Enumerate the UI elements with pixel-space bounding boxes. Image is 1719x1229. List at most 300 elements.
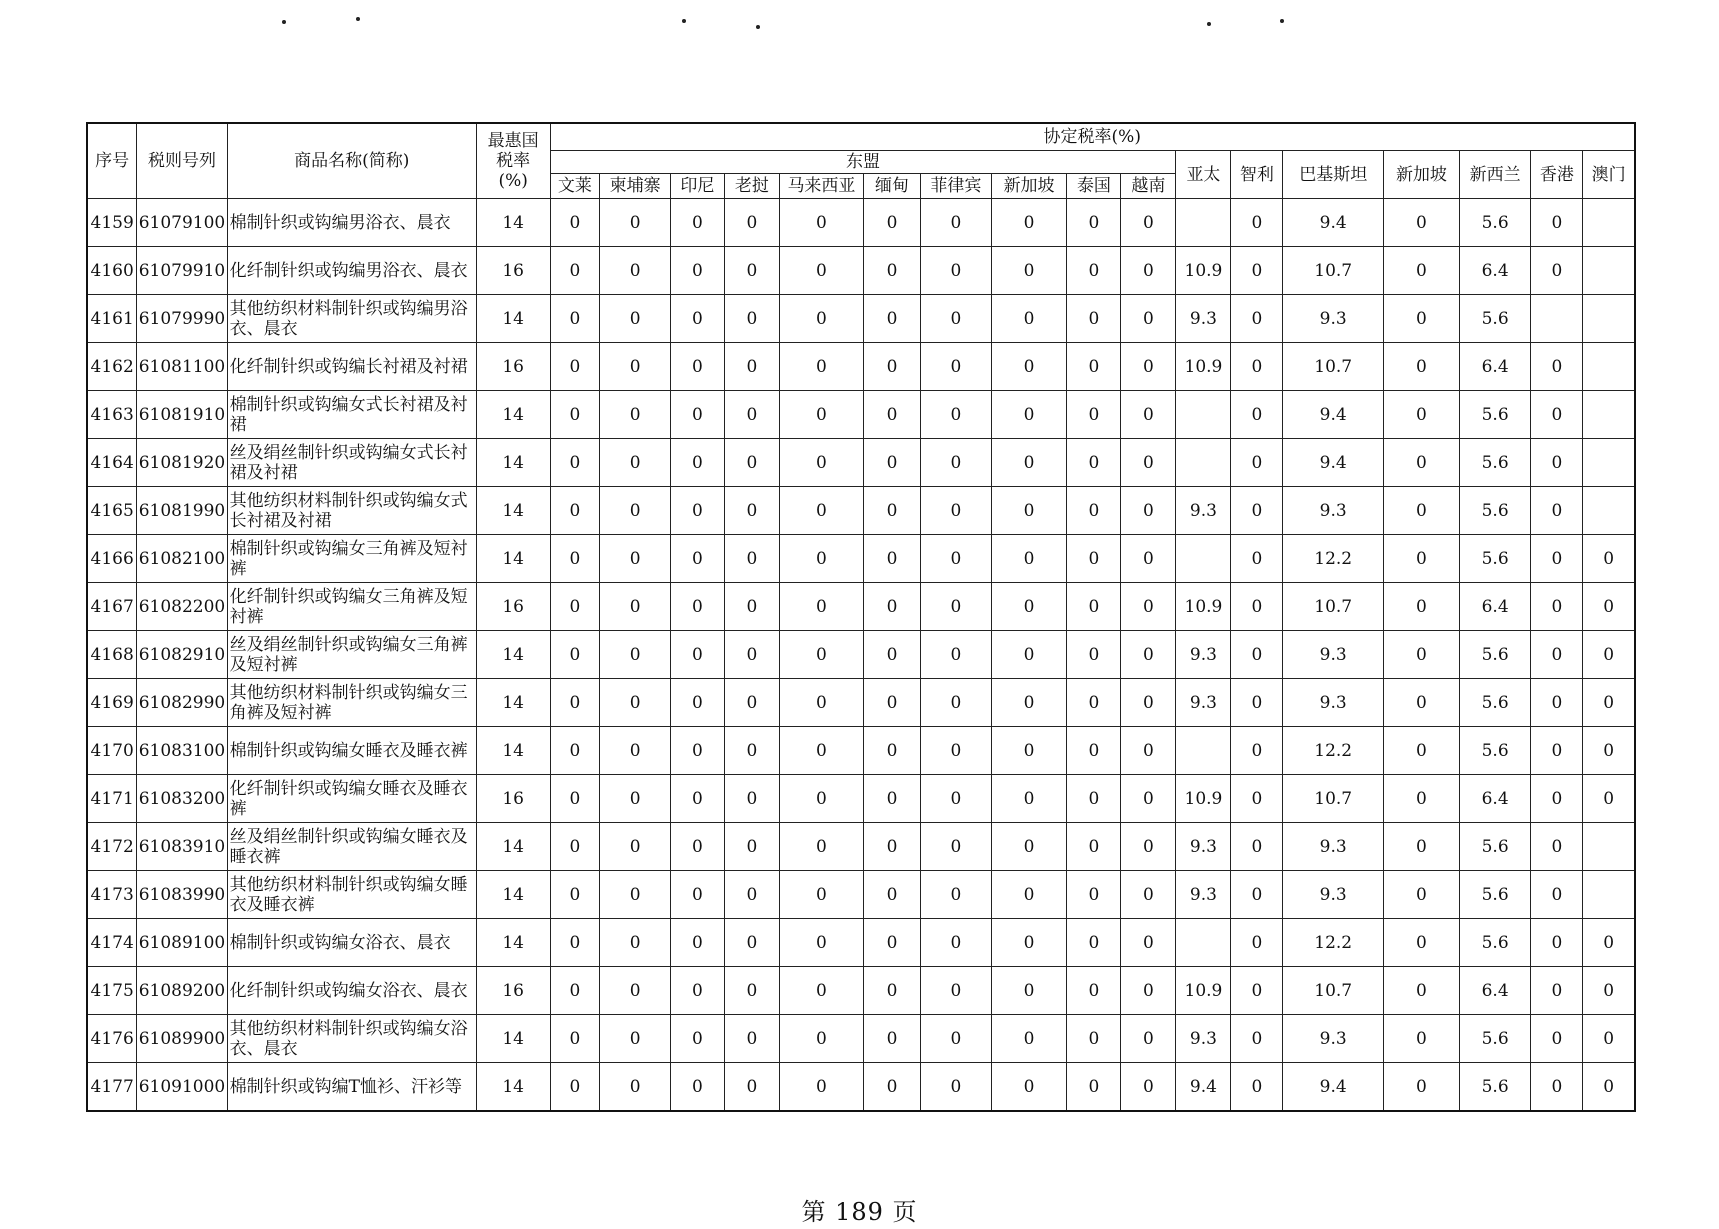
cell-other-rate: 0 (1531, 679, 1583, 727)
cell-other-rate: 0 (1231, 439, 1283, 487)
cell-asean-rate: 0 (779, 631, 863, 679)
cell-asean-rate: 0 (550, 487, 600, 535)
table-row (87, 1063, 1635, 1112)
cell-asean-rate: 0 (550, 631, 600, 679)
cell-name: 化纤制针织或钩编女浴衣、晨衣 (227, 967, 476, 1015)
cell-asean-rate: 0 (670, 631, 724, 679)
cell-asean-rate: 0 (600, 439, 671, 487)
cell-mfn-rate: 14 (476, 391, 550, 439)
cell-asean-rate: 0 (724, 871, 779, 919)
cell-code: 61079990 (137, 295, 227, 343)
cell-asean-rate: 0 (724, 823, 779, 871)
cell-asean-rate: 0 (1067, 1015, 1121, 1063)
scan-specks (0, 0, 1719, 40)
cell-asean-rate: 0 (724, 727, 779, 775)
cell-other-rate: 9.3 (1176, 487, 1231, 535)
cell-asean-rate: 0 (779, 919, 863, 967)
cell-other-rate (1583, 391, 1635, 439)
cell-mfn-rate: 16 (476, 775, 550, 823)
cell-asean-rate: 0 (779, 823, 863, 871)
cell-asean-rate: 0 (724, 439, 779, 487)
table-row (87, 343, 1635, 391)
table-row (87, 775, 1635, 823)
cell-mfn-rate: 14 (476, 727, 550, 775)
cell-other-rate: 0 (1231, 631, 1283, 679)
cell-asean-rate: 0 (991, 391, 1067, 439)
cell-asean-rate: 0 (921, 535, 992, 583)
cell-other-rate: 0 (1384, 823, 1460, 871)
cell-other-rate: 6.4 (1459, 775, 1531, 823)
cell-other-rate: 0 (1583, 583, 1635, 631)
cell-asean-rate: 0 (670, 967, 724, 1015)
cell-asean-rate: 0 (1067, 775, 1121, 823)
table-row (87, 391, 1635, 439)
cell-asean-rate: 0 (550, 871, 600, 919)
cell-seq: 4172 (87, 823, 137, 871)
cell-seq: 4163 (87, 391, 137, 439)
cell-other-rate: 0 (1384, 1015, 1460, 1063)
cell-other-rate (1176, 199, 1231, 247)
cell-mfn-rate: 14 (476, 1063, 550, 1112)
cell-name: 化纤制针织或钩编男浴衣、晨衣 (227, 247, 476, 295)
cell-asean-rate: 0 (863, 1015, 920, 1063)
cell-other-rate: 0 (1531, 1063, 1583, 1112)
cell-other-rate: 0 (1231, 775, 1283, 823)
cell-other-rate: 5.6 (1459, 535, 1531, 583)
cell-code: 61083200 (137, 775, 227, 823)
cell-asean-rate: 0 (1067, 583, 1121, 631)
cell-other-rate: 5.6 (1459, 487, 1531, 535)
cell-mfn-rate: 16 (476, 247, 550, 295)
cell-name: 化纤制针织或钩编长衬裙及衬裙 (227, 343, 476, 391)
cell-asean-rate: 0 (724, 775, 779, 823)
cell-other-rate: 0 (1231, 727, 1283, 775)
cell-other-rate: 0 (1231, 343, 1283, 391)
cell-asean-rate: 0 (1121, 391, 1176, 439)
cell-other-rate: 6.4 (1459, 967, 1531, 1015)
cell-other-rate: 9.3 (1176, 1015, 1231, 1063)
scan-speck (356, 17, 360, 21)
cell-other-rate: 12.2 (1283, 727, 1384, 775)
table-row (87, 967, 1635, 1015)
cell-name: 其他纺织材料制针织或钩编男浴衣、晨衣 (227, 295, 476, 343)
cell-asean-rate: 0 (779, 1063, 863, 1112)
cell-other-rate: 0 (1531, 583, 1583, 631)
cell-other-rate: 5.6 (1459, 295, 1531, 343)
cell-asean-rate: 0 (550, 535, 600, 583)
cell-other-rate: 5.6 (1459, 1015, 1531, 1063)
cell-asean-rate: 0 (1067, 199, 1121, 247)
cell-asean-rate: 0 (600, 535, 671, 583)
cell-asean-rate: 0 (863, 343, 920, 391)
cell-asean-rate: 0 (991, 1063, 1067, 1112)
header-other: 新西兰 (1459, 151, 1531, 199)
cell-name: 棉制针织或钩编女三角裤及短衬裤 (227, 535, 476, 583)
cell-other-rate: 5.6 (1459, 199, 1531, 247)
cell-seq: 4165 (87, 487, 137, 535)
cell-asean-rate: 0 (991, 199, 1067, 247)
cell-asean-rate: 0 (550, 583, 600, 631)
header-mfn (476, 123, 550, 199)
cell-asean-rate: 0 (921, 1063, 992, 1112)
cell-other-rate: 0 (1231, 487, 1283, 535)
header-mfn-line3: (%) (498, 171, 528, 191)
cell-asean-rate: 0 (779, 295, 863, 343)
header-other: 澳门 (1583, 151, 1635, 199)
cell-code: 61083990 (137, 871, 227, 919)
cell-asean-rate: 0 (600, 487, 671, 535)
cell-asean-rate: 0 (724, 487, 779, 535)
cell-code: 61089900 (137, 1015, 227, 1063)
cell-asean-rate: 0 (1121, 343, 1176, 391)
cell-other-rate: 0 (1384, 1063, 1460, 1112)
cell-other-rate: 9.3 (1283, 679, 1384, 727)
cell-asean-rate: 0 (550, 919, 600, 967)
cell-asean-rate: 0 (670, 535, 724, 583)
cell-other-rate: 9.3 (1176, 871, 1231, 919)
cell-asean-rate: 0 (1067, 247, 1121, 295)
cell-asean-rate: 0 (863, 679, 920, 727)
cell-asean-rate: 0 (1121, 919, 1176, 967)
cell-other-rate: 0 (1531, 487, 1583, 535)
cell-other-rate: 5.6 (1459, 919, 1531, 967)
cell-asean-rate: 0 (1121, 871, 1176, 919)
header-asean-member: 菲律宾 (921, 174, 992, 199)
cell-asean-rate: 0 (779, 583, 863, 631)
cell-asean-rate: 0 (1121, 823, 1176, 871)
cell-asean-rate: 0 (921, 247, 992, 295)
cell-other-rate: 10.7 (1283, 967, 1384, 1015)
cell-mfn-rate: 14 (476, 535, 550, 583)
header-mfn-line2: 税率 (496, 151, 531, 171)
cell-seq: 4159 (87, 199, 137, 247)
cell-asean-rate: 0 (724, 535, 779, 583)
cell-asean-rate: 0 (550, 295, 600, 343)
cell-asean-rate: 0 (1067, 967, 1121, 1015)
cell-code: 61082200 (137, 583, 227, 631)
cell-other-rate: 0 (1231, 871, 1283, 919)
cell-other-rate: 5.6 (1459, 631, 1531, 679)
cell-name: 化纤制针织或钩编女睡衣及睡衣裤 (227, 775, 476, 823)
cell-other-rate: 0 (1384, 679, 1460, 727)
cell-asean-rate: 0 (991, 631, 1067, 679)
cell-other-rate: 5.6 (1459, 727, 1531, 775)
cell-asean-rate: 0 (991, 439, 1067, 487)
cell-asean-rate: 0 (1121, 199, 1176, 247)
header-other: 新加坡 (1384, 151, 1460, 199)
cell-name: 化纤制针织或钩编女三角裤及短衬裤 (227, 583, 476, 631)
cell-asean-rate: 0 (1121, 295, 1176, 343)
cell-other-rate: 0 (1231, 823, 1283, 871)
header-asean-member: 泰国 (1067, 174, 1121, 199)
cell-seq: 4174 (87, 919, 137, 967)
cell-name: 其他纺织材料制针织或钩编女式长衬裙及衬裙 (227, 487, 476, 535)
cell-asean-rate: 0 (991, 1015, 1067, 1063)
cell-code: 61081910 (137, 391, 227, 439)
cell-name: 丝及绢丝制针织或钩编女三角裤及短衬裤 (227, 631, 476, 679)
cell-asean-rate: 0 (863, 631, 920, 679)
cell-asean-rate: 0 (863, 199, 920, 247)
cell-other-rate: 0 (1384, 391, 1460, 439)
cell-other-rate: 0 (1384, 199, 1460, 247)
cell-asean-rate: 0 (670, 1015, 724, 1063)
cell-other-rate: 0 (1531, 1015, 1583, 1063)
cell-asean-rate: 0 (863, 967, 920, 1015)
cell-asean-rate: 0 (1121, 439, 1176, 487)
cell-asean-rate: 0 (724, 295, 779, 343)
cell-name: 棉制针织或钩编女浴衣、晨衣 (227, 919, 476, 967)
cell-other-rate: 0 (1231, 1063, 1283, 1112)
cell-asean-rate: 0 (600, 775, 671, 823)
cell-asean-rate: 0 (670, 247, 724, 295)
cell-asean-rate: 0 (991, 343, 1067, 391)
cell-asean-rate: 0 (1121, 487, 1176, 535)
header-asean-member: 越南 (1121, 174, 1176, 199)
cell-asean-rate: 0 (779, 727, 863, 775)
cell-seq: 4162 (87, 343, 137, 391)
header-asean-member: 印尼 (670, 174, 724, 199)
cell-other-rate: 0 (1583, 919, 1635, 967)
cell-asean-rate: 0 (921, 967, 992, 1015)
table-body (87, 199, 1635, 1112)
cell-asean-rate: 0 (724, 583, 779, 631)
cell-seq: 4166 (87, 535, 137, 583)
cell-asean-rate: 0 (779, 535, 863, 583)
cell-asean-rate: 0 (1121, 535, 1176, 583)
cell-seq: 4161 (87, 295, 137, 343)
cell-code: 61082990 (137, 679, 227, 727)
header-other: 智利 (1231, 151, 1283, 199)
cell-asean-rate: 0 (670, 199, 724, 247)
cell-mfn-rate: 14 (476, 919, 550, 967)
cell-asean-rate: 0 (724, 1063, 779, 1112)
cell-other-rate: 5.6 (1459, 439, 1531, 487)
cell-asean-rate: 0 (1121, 1015, 1176, 1063)
cell-mfn-rate: 16 (476, 583, 550, 631)
cell-asean-rate: 0 (1067, 487, 1121, 535)
cell-asean-rate: 0 (1121, 247, 1176, 295)
cell-asean-rate: 0 (670, 295, 724, 343)
cell-asean-rate: 0 (921, 919, 992, 967)
cell-code: 61081100 (137, 343, 227, 391)
cell-other-rate: 0 (1231, 967, 1283, 1015)
cell-other-rate: 9.3 (1176, 823, 1231, 871)
cell-asean-rate: 0 (779, 199, 863, 247)
cell-asean-rate: 0 (1067, 343, 1121, 391)
cell-asean-rate: 0 (1121, 1063, 1176, 1112)
cell-other-rate: 0 (1583, 967, 1635, 1015)
cell-name: 丝及绢丝制针织或钩编女睡衣及睡衣裤 (227, 823, 476, 871)
cell-other-rate: 6.4 (1459, 583, 1531, 631)
cell-asean-rate: 0 (1067, 535, 1121, 583)
cell-mfn-rate: 14 (476, 871, 550, 919)
table-row (87, 487, 1635, 535)
cell-other-rate: 10.7 (1283, 775, 1384, 823)
cell-asean-rate: 0 (600, 583, 671, 631)
cell-asean-rate: 0 (779, 679, 863, 727)
cell-other-rate: 0 (1384, 247, 1460, 295)
cell-other-rate: 0 (1384, 439, 1460, 487)
cell-asean-rate: 0 (863, 391, 920, 439)
cell-asean-rate: 0 (600, 343, 671, 391)
cell-mfn-rate: 14 (476, 295, 550, 343)
cell-mfn-rate: 14 (476, 439, 550, 487)
scan-speck (1207, 22, 1211, 26)
cell-asean-rate: 0 (779, 247, 863, 295)
cell-asean-rate: 0 (670, 727, 724, 775)
cell-name: 丝及绢丝制针织或钩编女式长衬裙及衬裙 (227, 439, 476, 487)
cell-asean-rate: 0 (1067, 295, 1121, 343)
scan-speck (282, 20, 286, 24)
table-row (87, 583, 1635, 631)
cell-asean-rate: 0 (724, 343, 779, 391)
cell-other-rate (1176, 391, 1231, 439)
cell-mfn-rate: 14 (476, 631, 550, 679)
cell-other-rate: 0 (1531, 343, 1583, 391)
cell-other-rate: 5.6 (1459, 823, 1531, 871)
cell-other-rate (1176, 535, 1231, 583)
cell-other-rate: 0 (1531, 247, 1583, 295)
cell-other-rate: 9.4 (1283, 199, 1384, 247)
cell-asean-rate: 0 (670, 871, 724, 919)
cell-other-rate: 10.9 (1176, 967, 1231, 1015)
cell-code: 61083910 (137, 823, 227, 871)
table-header (87, 123, 1635, 199)
cell-asean-rate: 0 (670, 775, 724, 823)
scan-speck (756, 25, 760, 29)
cell-name: 其他纺织材料制针织或钩编女三角裤及短衬裤 (227, 679, 476, 727)
cell-asean-rate: 0 (921, 679, 992, 727)
cell-other-rate: 0 (1531, 823, 1583, 871)
cell-other-rate (1531, 295, 1583, 343)
cell-asean-rate: 0 (921, 775, 992, 823)
cell-asean-rate: 0 (1121, 775, 1176, 823)
cell-asean-rate: 0 (921, 631, 992, 679)
cell-asean-rate: 0 (991, 823, 1067, 871)
cell-asean-rate: 0 (724, 247, 779, 295)
cell-other-rate: 9.3 (1176, 679, 1231, 727)
table-row (87, 871, 1635, 919)
header-asean-member: 新加坡 (991, 174, 1067, 199)
cell-asean-rate: 0 (670, 343, 724, 391)
cell-other-rate: 0 (1583, 679, 1635, 727)
cell-asean-rate: 0 (1067, 919, 1121, 967)
cell-other-rate: 12.2 (1283, 535, 1384, 583)
cell-seq: 4164 (87, 439, 137, 487)
cell-asean-rate: 0 (670, 439, 724, 487)
cell-asean-rate: 0 (1121, 727, 1176, 775)
cell-other-rate: 0 (1384, 535, 1460, 583)
cell-asean-rate: 0 (1121, 679, 1176, 727)
cell-seq: 4168 (87, 631, 137, 679)
cell-other-rate (1583, 823, 1635, 871)
cell-other-rate: 0 (1384, 775, 1460, 823)
cell-asean-rate: 0 (921, 439, 992, 487)
cell-asean-rate: 0 (670, 1063, 724, 1112)
cell-asean-rate: 0 (779, 775, 863, 823)
cell-asean-rate: 0 (991, 679, 1067, 727)
cell-asean-rate: 0 (550, 679, 600, 727)
cell-asean-rate: 0 (991, 727, 1067, 775)
cell-other-rate: 0 (1531, 727, 1583, 775)
cell-asean-rate: 0 (991, 919, 1067, 967)
cell-asean-rate: 0 (1067, 439, 1121, 487)
cell-other-rate (1176, 727, 1231, 775)
cell-name: 其他纺织材料制针织或钩编女浴衣、晨衣 (227, 1015, 476, 1063)
cell-asean-rate: 0 (991, 967, 1067, 1015)
cell-mfn-rate: 14 (476, 823, 550, 871)
cell-other-rate: 0 (1384, 583, 1460, 631)
cell-mfn-rate: 16 (476, 343, 550, 391)
cell-asean-rate: 0 (779, 871, 863, 919)
cell-asean-rate: 0 (600, 967, 671, 1015)
cell-mfn-rate: 14 (476, 679, 550, 727)
cell-asean-rate: 0 (863, 535, 920, 583)
cell-asean-rate: 0 (550, 727, 600, 775)
cell-code: 61081920 (137, 439, 227, 487)
cell-asean-rate: 0 (600, 823, 671, 871)
cell-asean-rate: 0 (724, 631, 779, 679)
cell-other-rate: 0 (1384, 967, 1460, 1015)
cell-other-rate: 0 (1531, 967, 1583, 1015)
cell-asean-rate: 0 (550, 391, 600, 439)
cell-mfn-rate: 14 (476, 1015, 550, 1063)
cell-other-rate: 0 (1384, 487, 1460, 535)
cell-asean-rate: 0 (1121, 967, 1176, 1015)
cell-asean-rate: 0 (600, 247, 671, 295)
cell-asean-rate: 0 (779, 439, 863, 487)
cell-seq: 4167 (87, 583, 137, 631)
cell-other-rate: 0 (1531, 199, 1583, 247)
cell-other-rate (1583, 871, 1635, 919)
cell-other-rate: 0 (1231, 247, 1283, 295)
cell-asean-rate: 0 (991, 535, 1067, 583)
cell-asean-rate: 0 (921, 871, 992, 919)
table-row (87, 295, 1635, 343)
cell-other-rate: 0 (1583, 535, 1635, 583)
tariff-table (86, 122, 1636, 1112)
cell-other-rate (1583, 199, 1635, 247)
header-other: 亚太 (1176, 151, 1231, 199)
cell-other-rate (1583, 487, 1635, 535)
cell-other-rate: 12.2 (1283, 919, 1384, 967)
cell-other-rate (1176, 919, 1231, 967)
cell-code: 61091000 (137, 1063, 227, 1112)
cell-asean-rate: 0 (921, 391, 992, 439)
cell-asean-rate: 0 (991, 583, 1067, 631)
header-asean-member: 柬埔寨 (600, 174, 671, 199)
cell-asean-rate: 0 (600, 1015, 671, 1063)
cell-asean-rate: 0 (1067, 871, 1121, 919)
tariff-sheet (86, 122, 1636, 1112)
cell-other-rate: 0 (1384, 919, 1460, 967)
cell-other-rate: 9.4 (1283, 439, 1384, 487)
cell-asean-rate: 0 (600, 295, 671, 343)
cell-other-rate: 0 (1231, 679, 1283, 727)
cell-seq: 4169 (87, 679, 137, 727)
cell-asean-rate: 0 (863, 1063, 920, 1112)
header-mfn-line1: 最惠国 (487, 131, 539, 151)
cell-other-rate: 0 (1231, 199, 1283, 247)
cell-seq: 4173 (87, 871, 137, 919)
cell-other-rate: 10.9 (1176, 247, 1231, 295)
cell-asean-rate: 0 (921, 1015, 992, 1063)
page-number: 第 189 页 (801, 1198, 918, 1226)
cell-other-rate: 10.7 (1283, 247, 1384, 295)
cell-asean-rate: 0 (1067, 727, 1121, 775)
cell-other-rate: 5.6 (1459, 871, 1531, 919)
cell-code: 61079100 (137, 199, 227, 247)
